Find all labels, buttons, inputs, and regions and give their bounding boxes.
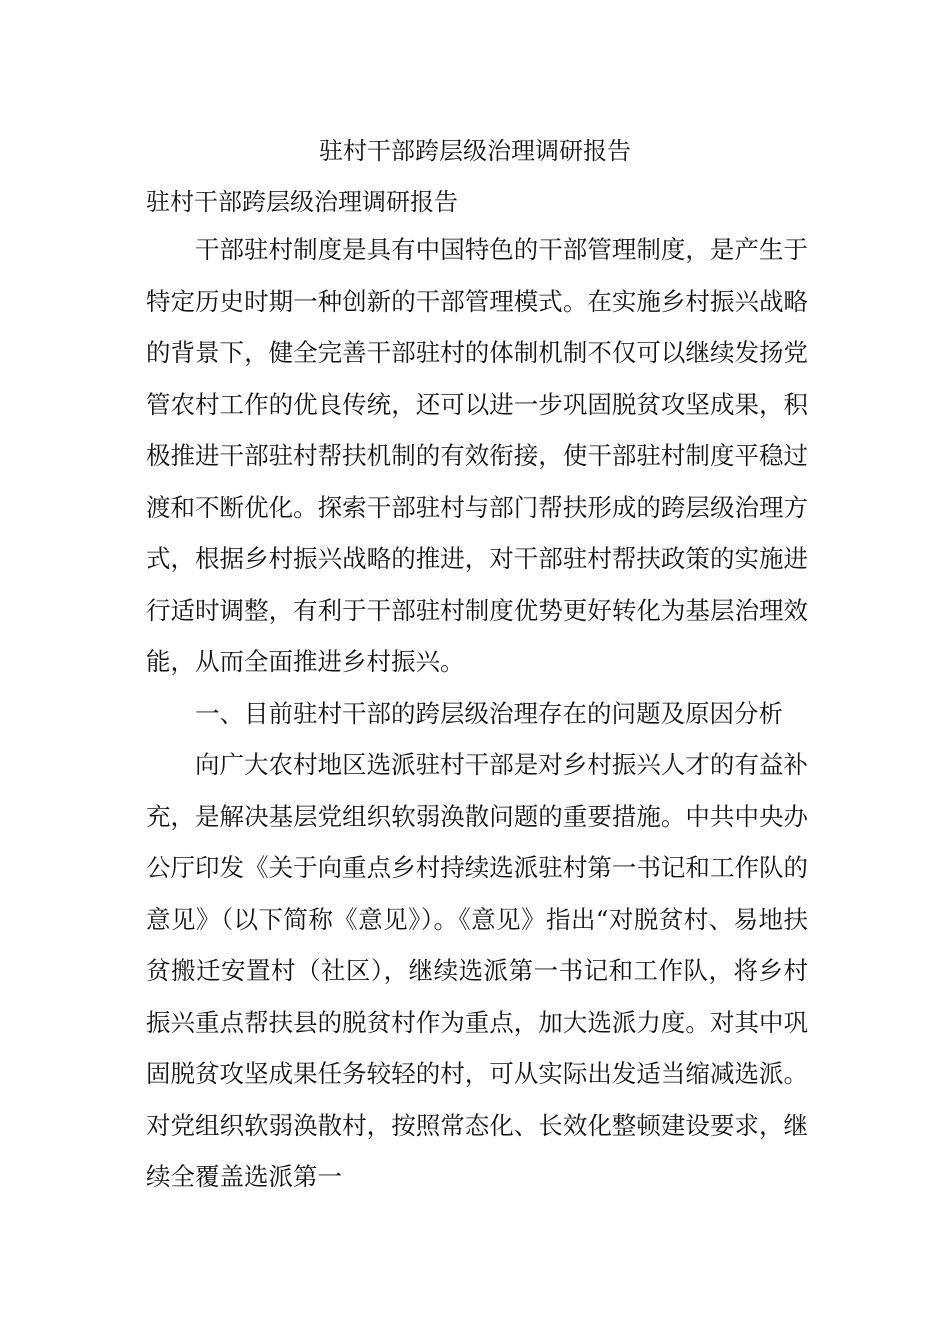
document-subtitle: 驻村干部跨层级治理调研报告 — [146, 188, 458, 216]
paragraph-intro: 干部驻村制度是具有中国特色的干部管理制度，是产生于特定历史时期一种创新的干部管理模式。在实施乡村振兴战略的背景下，健全完善干部驻村的体制机制不仅可以继续发扬党管农村工作的优良传统，还可以进一步巩固脱贫攻坚成果，积极推进干部驻村帮扶机制的有效衔接，使干部驻村制度平稳过渡和不断优化。探索干部驻村与部门帮扶形成的跨层级治理方式，根据乡村振兴战略的推进，对干部驻村帮扶政策的实施进行适时调整，有利于干部驻村制度优势更好转化为基层治理效能，从而全面推进乡村振兴。 — [146, 235, 808, 676]
document-title: 驻村干部跨层级治理调研报告 — [319, 137, 631, 165]
section-heading-1: 一、目前驻村干部的跨层级治理存在的问题及原因分析 — [195, 698, 783, 728]
document-body — [146, 224, 808, 1203]
paragraph-section-1: 向广大农村地区选派驻村干部是对乡村振兴人才的有益补充，是解决基层党组织软弱涣散问题的重要措施。中共中央办公厅印发《关于向重点乡村持续选派驻村第一书记和工作队的意见》（以下简称《意见》）。《意见》指出“对脱贫村、易地扶贫搬迁安置村（社区），继续选派第一书记和工作队，将乡村振兴重点帮扶县的脱贫村作为重点，加大选派力度。对其中巩固脱贫攻坚成果任务较轻的村，可从实际出发适当缩减选派。对党组织软弱涣散村，按照常态化、长效化整顿建设要求，继续全覆盖选派第一 — [146, 750, 808, 1191]
